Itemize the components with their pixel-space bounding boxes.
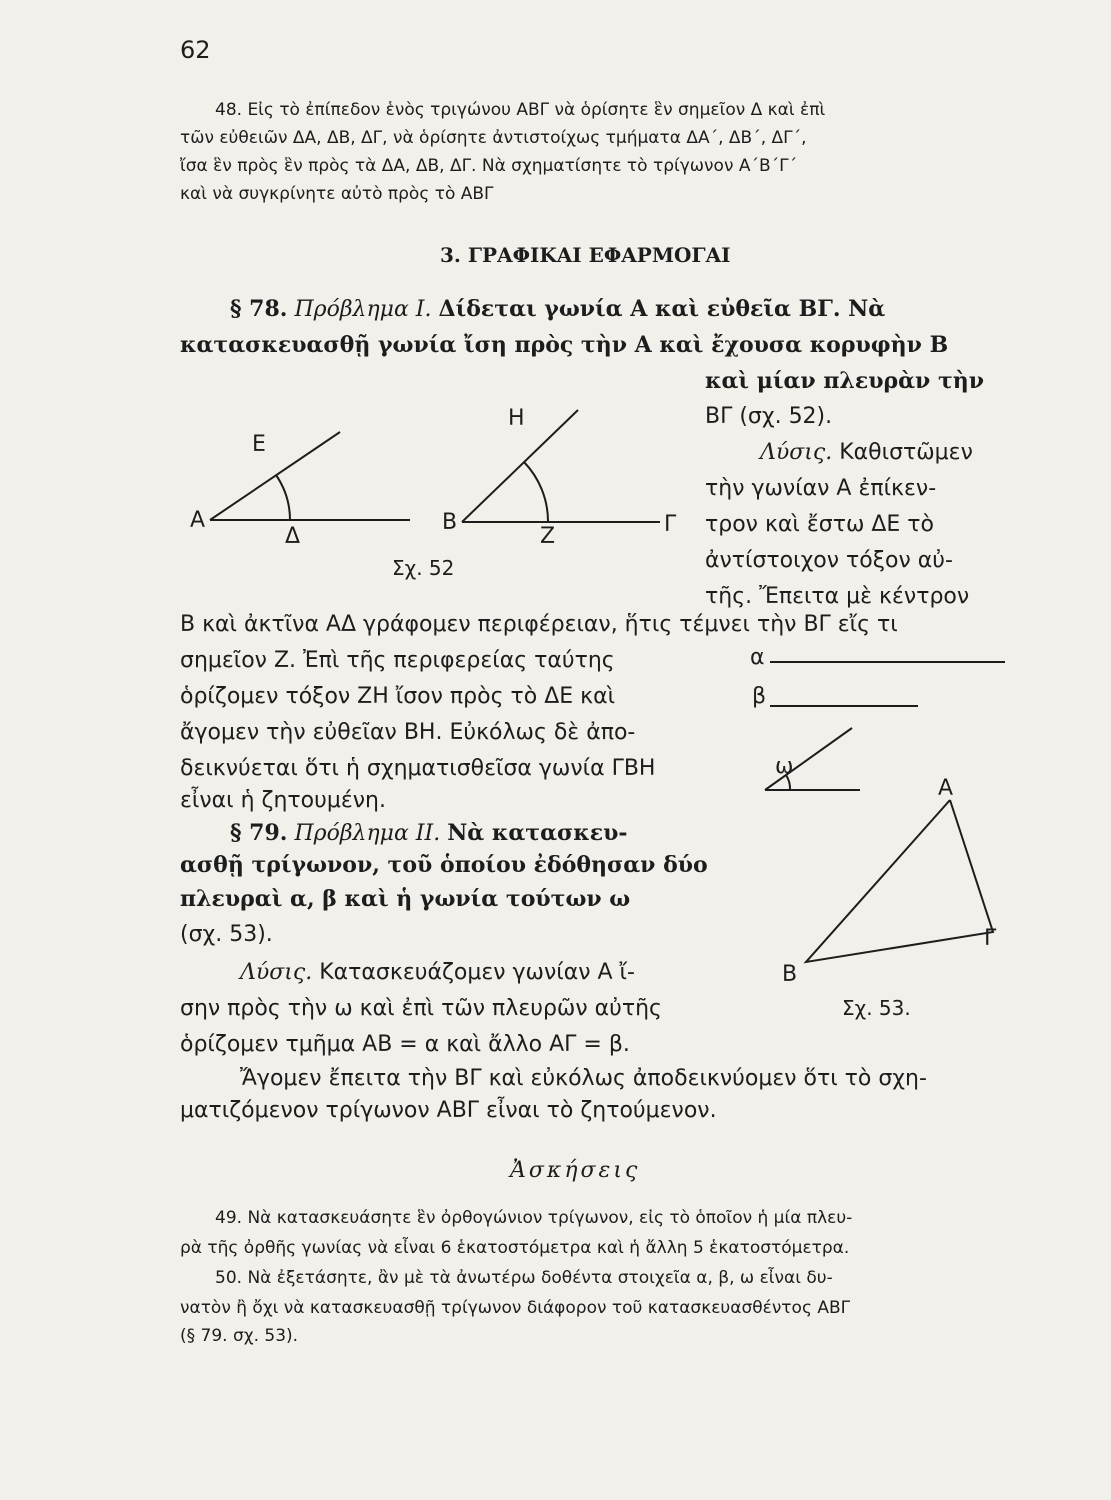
p79-s2: σην πρὸς τὴν ω καὶ ἐπὶ τῶν πλευρῶν αὐτῆς: [180, 996, 662, 1021]
p79-s4: Ἄγομεν ἔπειτα τὴν ΒΓ καὶ εὐκόλως ἀποδεικνύομεν ὅτι τὸ σχη-: [240, 1066, 927, 1091]
p79-t1: Νὰ κατασκευ-: [447, 820, 628, 846]
p78-lysis: Λύσις.: [760, 440, 833, 465]
p78-f5: δεικνύεται ὅτι ἡ σχηματισθεῖσα γωνία ΓΒΗ: [180, 756, 656, 781]
p79-s1: Κατασκευάζομεν γωνίαν Α ἴ-: [319, 960, 635, 985]
p78-r2: τὴν γωνίαν Α ἐπίκεν-: [705, 476, 937, 501]
p78-f2: σημεῖον Ζ. Ἐπὶ τῆς περιφερείας ταύτης: [180, 648, 615, 673]
ex48-line4: καὶ νὰ συγκρίνητε αὐτὸ πρὸς τὸ ΑΒΓ: [180, 184, 494, 204]
p79-s5: ματιζόμενον τρίγωνον ΑΒΓ εἶναι τὸ ζητούμενον.: [180, 1098, 717, 1123]
p78-f6: εἶναι ἡ ζητουμένη.: [180, 788, 386, 813]
fig53-label-beta: β: [752, 684, 767, 709]
fig52-caption: Σχ. 52: [392, 556, 455, 580]
p78-number: § 78.: [230, 296, 288, 322]
fig52-label-g: Γ: [664, 512, 677, 537]
fig52-label-a: Α: [190, 508, 206, 533]
section-title: 3. ΓΡΑΦΙΚΑΙ ΕΦΑΡΜΟΓΑΙ: [440, 243, 731, 267]
p78-title4: ΒΓ (σχ. 52).: [705, 404, 833, 429]
fig53-triangle: [806, 800, 993, 962]
exercise-49-line2: ρὰ τῆς ὀρθῆς γωνίας νὰ εἶναι 6 ἑκατοστόμετρα καὶ ἡ ἄλλη 5 ἑκατοστόμετρα.: [180, 1238, 850, 1258]
exercise-50-line2: νατὸν ἢ ὄχι νὰ κατασκευασθῇ τρίγωνον διάφορον τοῦ κατασκευασθέντος ΑΒΓ: [180, 1298, 851, 1318]
p78-f1: Β καὶ ἀκτῖνα ΑΔ γράφομεν περιφέρειαν, ἥτις τέμνει τὴν ΒΓ εἴς τι: [180, 612, 898, 637]
exercise-50-line1: 50. Νὰ ἐξετάσητε, ἂν μὲ τὰ ἀνωτέρω δοθέντα στοιχεῖα α, β, ω εἶναι δυ-: [215, 1268, 833, 1288]
p78-title3: καὶ μίαν πλευρὰν τὴν: [705, 368, 985, 394]
p79-lysis: Λύσις.: [240, 960, 313, 985]
fig53-label-omega: ω: [775, 754, 794, 779]
p79-number: § 79.: [230, 820, 288, 846]
fig53-caption: Σχ. 53.: [842, 996, 911, 1020]
fig53-label-alpha: α: [750, 645, 765, 670]
page-number: 62: [180, 36, 211, 64]
p78-label: Πρόβλημα Ι.: [294, 297, 432, 322]
exercise-49-line1: 49. Νὰ κατασκευάσητε ἓν ὀρθογώνιον τρίγωνον, εἰς τὸ ὁποῖον ἡ μία πλευ-: [215, 1208, 853, 1228]
p78-title2: κατασκευασθῇ γωνία ἴση πρὸς τὴν Α καὶ ἔχουσα κορυφὴν Β: [180, 332, 949, 358]
p78-r4: ἀντίστοιχον τόξον αὐ-: [705, 548, 953, 573]
exercises-title: Ἀσκήσεις: [510, 1158, 641, 1183]
p79-s3: ὁρίζομεν τμῆμα ΑΒ = α καὶ ἄλλο ΑΓ = β.: [180, 1032, 630, 1057]
fig53-label-b: Β: [782, 962, 798, 987]
p78-r5: τῆς. Ἔπειτα μὲ κέντρον: [705, 584, 970, 609]
p78-title1: Δίδεται γωνία Α καὶ εὐθεῖα ΒΓ. Νὰ: [438, 296, 886, 322]
exercise-50-line3: (§ 79. σχ. 53).: [180, 1326, 299, 1346]
p79-t4: (σχ. 53).: [180, 922, 273, 947]
fig53-label-g: Γ: [984, 926, 997, 951]
p79-label: Πρόβλημα ΙΙ.: [294, 821, 441, 846]
fig52-label-e: Ε: [252, 432, 266, 457]
fig52-label-b: Β: [442, 510, 458, 535]
ex48-line3: ἴσα ἓν πρὸς ἓν πρὸς τὰ ΔΑ, ΔΒ, ΔΓ. Νὰ σχηματίσητε τὸ τρίγωνον Α΄Β΄Γ΄: [180, 156, 798, 176]
ex48-line1: 48. Εἰς τὸ ἐπίπεδον ἑνὸς τριγώνου ΑΒΓ νὰ ὁρίσητε ἓν σημεῖον Δ καὶ ἐπὶ: [215, 100, 826, 120]
p79-t2: ασθῇ τρίγωνον, τοῦ ὁποίου ἐδόθησαν δύο: [180, 852, 708, 878]
fig52-label-d: Δ: [285, 524, 301, 549]
p78-r3: τρον καὶ ἔστω ΔΕ τὸ: [705, 512, 935, 537]
fig53-label-a: Α: [938, 776, 954, 801]
p78-f3: ὁρίζομεν τόξον ΖΗ ἴσον πρὸς τὸ ΔΕ καὶ: [180, 684, 616, 709]
p78-f4: ἄγομεν τὴν εὐθεῖαν ΒΗ. Εὐκόλως δὲ ἀπο-: [180, 720, 636, 745]
p79-t3: πλευραὶ α, β καὶ ἡ γωνία τούτων ω: [180, 886, 631, 912]
ex48-line2: τῶν εὐθειῶν ΔΑ, ΔΒ, ΔΓ, νὰ ὁρίσητε ἀντιστοίχως τμήματα ΔΑ΄, ΔΒ΄, ΔΓ΄,: [180, 128, 807, 148]
fig52-label-h: Η: [508, 406, 525, 431]
p78-lysis-text: Καθιστῶμεν: [839, 440, 973, 465]
fig52-label-z: Ζ: [540, 524, 556, 549]
